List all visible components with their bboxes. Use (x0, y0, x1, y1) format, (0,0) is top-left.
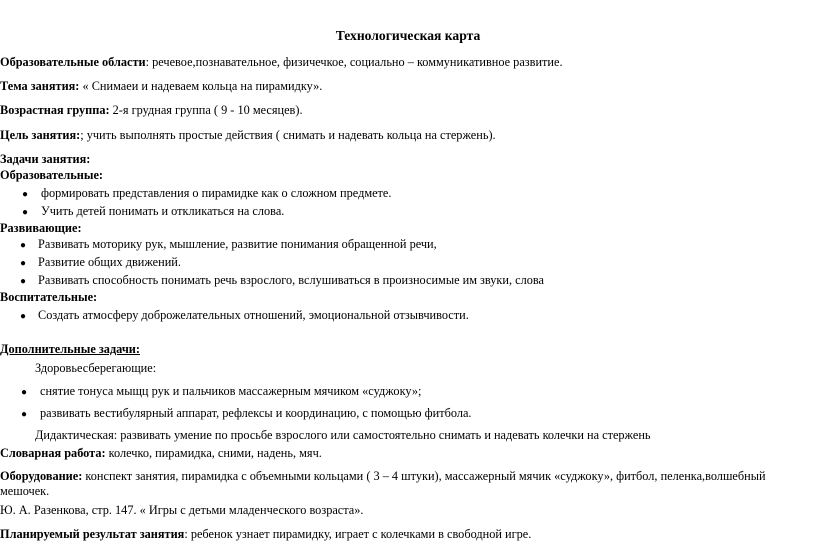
topic-label: Тема занятия: (0, 79, 80, 93)
bullet-icon: ● (20, 258, 27, 269)
result-label: Планируемый результат занятия (0, 527, 185, 541)
additional-item: снятие тонуса мыщц рук и пальчиков массажерным мячиком «суджоку»; (40, 384, 422, 398)
bullet-icon: ● (22, 207, 29, 218)
health-label: Здоровьесберегающие: (35, 361, 157, 375)
age-line (0, 103, 303, 118)
vocabulary-label: Словарная работа: (0, 446, 106, 460)
topic-text: « Снимаеи и надеваем кольца на пирамидку». (79, 79, 323, 93)
page-title: Технологическая карта (335, 28, 481, 43)
vocabulary-text: колечко, пирамидка, сними, надень, мяч. (105, 446, 322, 460)
goal-line (0, 128, 496, 143)
developing-item: Развивать моторику рук, мышление, развитие понимания обращенной речи, (38, 237, 437, 251)
age-label: Возрастная группа: (0, 103, 110, 117)
developing-item: Развитие общих движений. (38, 255, 181, 269)
equipment-line (0, 469, 812, 499)
upbringing-item: Создать атмосферу доброжелательных отношений, эмоциональной отзывчивости. (38, 308, 469, 322)
didactic-line: Дидактическая: развивать умение по просьбе взрослого или самостоятельно снимать и надевать колечки на стержень (35, 428, 651, 442)
additional-item: развивать вестибулярный аппарат, рефлексы и координацию, с помощью фитбола. (40, 406, 472, 420)
areas-line (0, 55, 563, 70)
bullet-icon: ● (21, 387, 28, 398)
goal-label: Цель занятия: (0, 128, 81, 142)
equipment-label: Оборудование: (0, 469, 83, 483)
bullet-icon: ● (20, 276, 27, 287)
result-line (0, 527, 531, 542)
educational-item: Учить детей понимать и откликаться на слова. (41, 204, 285, 218)
equipment-text: конспект занятия, пирамидка с объемными кольцами ( 3 – 4 штуки), массажерный мячик «суджоку», фитбол, пеленка,волшебный мешочек. (0, 469, 766, 498)
reference-line: Ю. А. Разенкова, стр. 147. « Игры с детьми младенческого возраста». (0, 503, 364, 517)
educational-heading: Образовательные: (0, 168, 104, 182)
additional-heading: Дополнительные задачи: (0, 342, 140, 356)
topic-line (0, 79, 322, 94)
bullet-icon: ● (20, 240, 27, 251)
areas-text: : речевое,познавательное, физичечкое, социально – коммуникативное развитие. (145, 55, 563, 69)
developing-heading: Развивающие: (0, 221, 82, 235)
bullet-icon: ● (20, 311, 27, 322)
upbringing-heading: Воспитательные: (0, 290, 98, 304)
educational-item: формировать представления о пирамидке как о сложном предмете. (41, 186, 392, 200)
age-text: 2-я грудная группа ( 9 - 10 месяцев). (109, 103, 303, 117)
goal-text: ; учить выполнять простые действия ( снимать и надевать кольца на стержень). (80, 128, 496, 142)
bullet-icon: ● (22, 189, 29, 200)
developing-item: Развивать способность понимать речь взрослого, вслушиваться в произносимые им звуки, слова (38, 273, 544, 287)
areas-label: Образовательные области (0, 55, 146, 69)
result-text: : ребенок узнает пирамидку, играет с колечками в свободной игре. (184, 527, 532, 541)
bullet-icon: ● (21, 409, 28, 420)
vocabulary-line (0, 446, 322, 461)
tasks-heading: Задачи занятия: (0, 152, 91, 166)
